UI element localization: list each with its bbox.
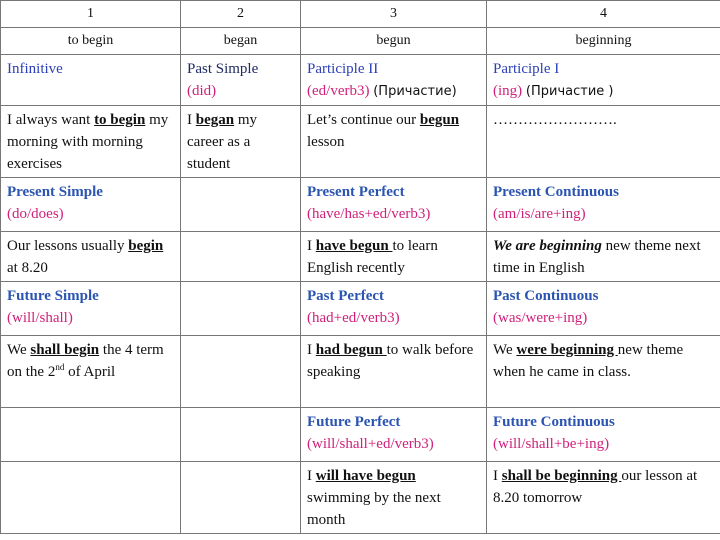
tense-formula: (have/has+ed/verb3) (307, 206, 431, 222)
example-cell: We were beginning new theme when he came in class. (487, 336, 720, 408)
name-past-simple (181, 55, 301, 106)
name-text: Infinitive (7, 61, 63, 77)
name-participle-2 (301, 55, 487, 106)
example-cell: Our lessons usually begin at 8.20 (1, 232, 181, 282)
name-participle-1 (487, 55, 720, 106)
name-text: Participle I (493, 61, 560, 77)
empty-cell (181, 232, 301, 282)
forms-row (1, 28, 720, 55)
example-cell: I had begun to walk before speaking (301, 336, 487, 408)
tense-present-continuous (487, 178, 720, 232)
example-cell: I began my career as a student (181, 106, 301, 178)
empty-cell (181, 178, 301, 232)
names-row (1, 55, 720, 106)
tense-name: Past Perfect (307, 288, 385, 304)
example-cell: We shall begin the 4 term on the 2nd of April (1, 336, 181, 408)
tense-future-continuous (487, 408, 720, 462)
form-participle-1: beginning (487, 28, 720, 55)
tense-name: Future Simple (7, 288, 99, 304)
tense-name: Future Continuous (493, 414, 615, 430)
name-infinitive (1, 55, 181, 106)
name-text: Past Simple (187, 61, 259, 77)
tense-name: Present Simple (7, 184, 103, 200)
tense-row-1 (1, 178, 720, 232)
form-past: began (181, 28, 301, 55)
form-participle-2: begun (301, 28, 487, 55)
tense-formula: (had+ed/verb3) (307, 310, 400, 326)
example-cell: I have begun to learn English recently (301, 232, 487, 282)
tense-row-2 (1, 282, 720, 336)
example-cell: We are beginning new theme next time in English (487, 232, 720, 282)
example-cell: Let’s continue our begun lesson (301, 106, 487, 178)
example-cell: ……………………. (487, 106, 720, 178)
tense-formula: (will/shall+ed/verb3) (307, 436, 434, 452)
example-row-3 (1, 336, 720, 408)
name-formula: (ed/verb3) (307, 83, 370, 99)
tense-present-simple (1, 178, 181, 232)
empty-cell (181, 462, 301, 534)
example-row-1 (1, 106, 720, 178)
tense-formula: (will/shall+be+ing) (493, 436, 610, 452)
empty-cell (1, 408, 181, 462)
tense-future-perfect (301, 408, 487, 462)
example-cell: I will have begun swimming by the next month (301, 462, 487, 534)
name-russian: (Причастие ) (525, 84, 614, 99)
tense-formula: (will/shall) (7, 310, 73, 326)
tense-present-perfect (301, 178, 487, 232)
form-infinitive: to begin (1, 28, 181, 55)
tense-formula: (am/is/are+ing) (493, 206, 586, 222)
header-row (1, 1, 720, 28)
tense-past-continuous (487, 282, 720, 336)
empty-cell (181, 282, 301, 336)
name-russian: (Причастие) (373, 84, 457, 99)
tense-name: Future Perfect (307, 414, 401, 430)
tense-future-simple (1, 282, 181, 336)
empty-cell (181, 408, 301, 462)
empty-cell (181, 336, 301, 408)
tense-past-perfect (301, 282, 487, 336)
col-number-3: 3 (301, 1, 487, 28)
example-row-2 (1, 232, 720, 282)
tense-name: Present Perfect (307, 184, 405, 200)
name-formula: (ing) (493, 83, 523, 99)
tense-name: Present Continuous (493, 184, 619, 200)
tense-formula: (do/does) (7, 206, 64, 222)
tense-formula: (was/were+ing) (493, 310, 588, 326)
col-number-1: 1 (1, 1, 181, 28)
example-row-4 (1, 462, 720, 534)
tense-name: Past Continuous (493, 288, 599, 304)
name-text: Participle II (307, 61, 379, 77)
example-cell: I always want to begin my morning with morning exercises (1, 106, 181, 178)
col-number-4: 4 (487, 1, 720, 28)
col-number-2: 2 (181, 1, 301, 28)
tense-row-3 (1, 408, 720, 462)
example-cell: I shall be beginning our lesson at 8.20 tomorrow (487, 462, 720, 534)
empty-cell (1, 462, 181, 534)
name-formula: (did) (187, 83, 217, 99)
